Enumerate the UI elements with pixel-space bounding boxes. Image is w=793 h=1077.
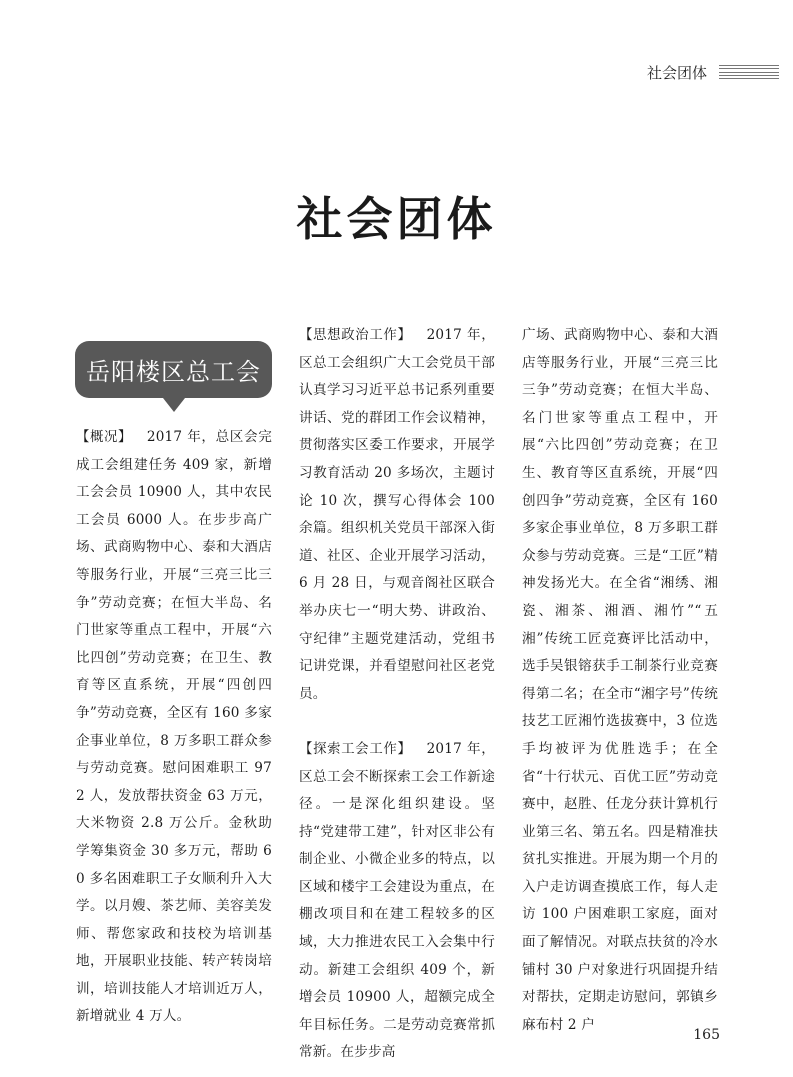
paragraph-overview xyxy=(76,424,272,1031)
text-column-3 xyxy=(522,322,718,1039)
page-number: 165 xyxy=(693,1027,720,1043)
paragraph-tag-overview: 【概况】 xyxy=(76,430,133,445)
running-header xyxy=(647,60,779,84)
running-header-title: 社会团体 xyxy=(646,63,707,82)
paragraph-tag-explore: 【探索工会工作】 xyxy=(299,741,412,757)
section-badge-label: 岳阳楼区总工会 xyxy=(86,358,261,386)
paragraph-explore xyxy=(299,736,495,1067)
paragraph-political xyxy=(299,322,495,708)
paragraph-text-political: 2017 年，区总工会组织广大工会党员干部认真学习习近平总书记系列重要讲话、党的群团工作会议精神，贯彻落实区委工作要求，开展学习教育活动 20 多场次，主题讨论 10 次，撰写心得体会 100 余篇。组织机关党员干部深入街道、社区、企业开展学习活动，6 月 28 日，与观音阁社区联合举办庆七一“明大势、讲政治、守纪律”主题党建活动，党组书记讲党课，并看望慰问社区老党员。 xyxy=(299,327,496,702)
paragraph-text-explore: 2017 年，区总工会不断探索工会工作新途径。一是深化组织建设。坚持“党建带工建”，针对区非公有制企业、小微企业多的特点，以区域和楼宇工会建设为重点，在棚改项目和在建工程较多的区域，大力推进农民工入会集中行动。新建工会组织 409 个，新增会员 10900 人，超额完成全年目标任务。二是劳动竞赛常抓常新。在步步高 xyxy=(299,740,496,1061)
text-column-1 xyxy=(76,424,272,1031)
page-title: 社会团体 xyxy=(296,192,497,246)
section-badge xyxy=(75,341,272,398)
text-column-2 xyxy=(299,322,495,1067)
section-badge-pointer xyxy=(163,398,185,412)
header-rule-lines xyxy=(719,65,779,79)
paragraph-tag-political: 【思想政治工作】 xyxy=(299,328,412,343)
paragraph-text-continuation: 广场、武商购物中心、泰和大酒店等服务行业，开展“三亮三比三争”劳动竞赛；在恒大半岛、名门世家等重点工程中，开展“六比四创”劳动竞赛；在卫生、教育等区直系统，开展“四创四争”劳动竞赛，全区有 160 多家企事业单位，8 万多职工群众参与劳动竞赛。三是“工匠”精神发扬光大。在全省“湘绣、湘瓷、湘茶、湘酒、湘竹”“五湘”传统工匠竞赛评比活动中，选手吴银镕获手工制茶行业竞赛得第二名；在全市“湘字号”传统技艺工匠湘竹选拔赛中，3 位选手均被评为优胜选手；在全省“十行状元、百优工匠”劳动竞赛中，赵胜、任龙分获计算机行业第三名、第五名。四是精准扶贫扎实推进。开展为期一个月的入户走访调查摸底工作，每人走访 100 户困难职工家庭，面对面了解情况。对联点扶贫的冷水铺村 30 户对象进行巩固提升结对帮扶，定期走访慰问，郭镇乡麻布村 2 户 xyxy=(522,327,718,1033)
paragraph-text-overview: 2017 年，总区会完成工会组建任务 409 家，新增工会会员 10900 人，其中农民工会员 6000 人。在步步高广场、武商购物中心、泰和大酒店等服务行业，开展“三亮三比三争”劳动竞赛；在恒大半岛、名门世家等重点工程中，开展“六比四创”劳动竞赛；在卫生、教育等区直系统，开展“四创四争”劳动竞赛，全区有 160 多家企事业单位，8 万多职工群众参与劳动竞赛。慰问困难职工 972 人，发放帮扶资金 63 万元，大米物资 2.8 万公斤。金秋助学筹集资金 30 多万元，帮助 60 多名困难职工子女顺利升入大学。以月嫂、茶艺师、美容美发师、帮您家政和技校为培训基地，开展职业技能、转产转岗培训，培训技能人才培训近万人，新增就业 4 万人。 xyxy=(76,429,273,1025)
paragraph-continuation xyxy=(522,322,718,1039)
